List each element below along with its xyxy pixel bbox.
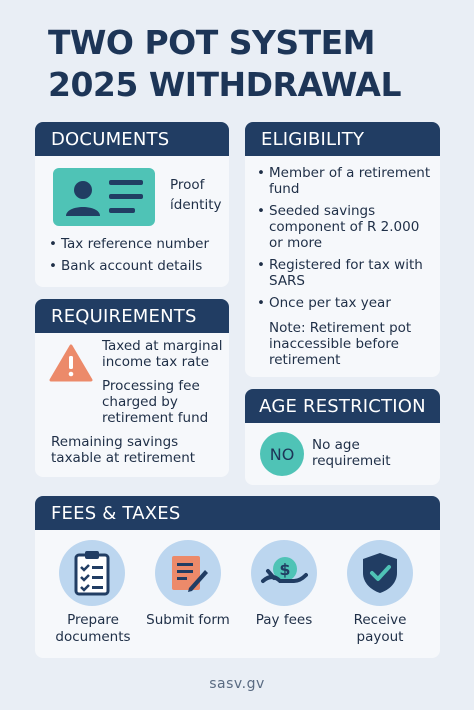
step-prepare-label: Prepare documents (55, 612, 131, 645)
proof-line-2: ídentity (170, 197, 222, 213)
documents-list (47, 236, 227, 280)
eligibility-list (255, 165, 435, 317)
warning-icon (49, 343, 93, 383)
step-receive-label: Receive payout (353, 612, 407, 645)
proof-line-1: Proof (170, 177, 205, 193)
step-submit-label: Submit form (146, 612, 230, 628)
eligibility-item-once: • Once per tax year (255, 295, 435, 311)
eligibility-item-sars: • Registered for tax with SARS (255, 257, 435, 289)
fees-card (35, 496, 440, 658)
documents-item-bank: • Bank account details (47, 258, 227, 274)
step-pay (251, 540, 317, 606)
eligibility-heading: ELIGIBILITY (245, 122, 440, 156)
documents-heading: DOCUMENTS (35, 122, 229, 156)
requirements-heading: REQUIREMENTS (35, 299, 229, 333)
page-title (48, 22, 448, 106)
coin-hand-icon (260, 551, 308, 595)
documents-item-tax-ref: • Tax reference number (47, 236, 227, 252)
svg-text:$: $ (279, 560, 291, 579)
form-pen-icon (167, 552, 209, 594)
shield-check-icon (360, 551, 400, 595)
eligibility-item-member: • Member of a retirement fund (255, 165, 435, 197)
fees-heading: FEES & TAXES (35, 496, 440, 530)
age-restriction-heading: AGE RESTRICTION (245, 389, 440, 423)
requirement-fee: Processing fee charged by retirement fund (102, 378, 209, 426)
step-pay-label: Pay fees (255, 612, 313, 628)
title-line-1: TWO POT SYSTEM (48, 23, 376, 62)
eligibility-note: Note: Retirement pot inaccessible before retirement (269, 320, 412, 368)
age-restriction-card (245, 389, 440, 485)
requirement-taxed: Taxed at marginal income tax rate (102, 338, 223, 370)
footer-url[interactable]: sasv.gv (209, 676, 265, 692)
requirements-card (35, 299, 229, 477)
clipboard-checklist-icon (72, 550, 112, 596)
no-badge-text: NO (269, 444, 295, 464)
requirements-footer: Remaining savings taxable at retirement (51, 434, 196, 466)
title-line-2: 2025 WITHDRAWAL (48, 65, 401, 104)
eligibility-card (245, 122, 440, 377)
id-card-icon (53, 168, 155, 226)
step-submit (155, 540, 221, 606)
eligibility-item-seeded: • Seeded savings component of R 2.000 or more (255, 203, 435, 251)
no-badge (260, 432, 304, 476)
documents-card (35, 122, 229, 287)
age-restriction-text: No age requiremeit (312, 437, 391, 469)
step-prepare (59, 540, 125, 606)
step-receive (347, 540, 413, 606)
proof-identity-label (170, 177, 222, 213)
